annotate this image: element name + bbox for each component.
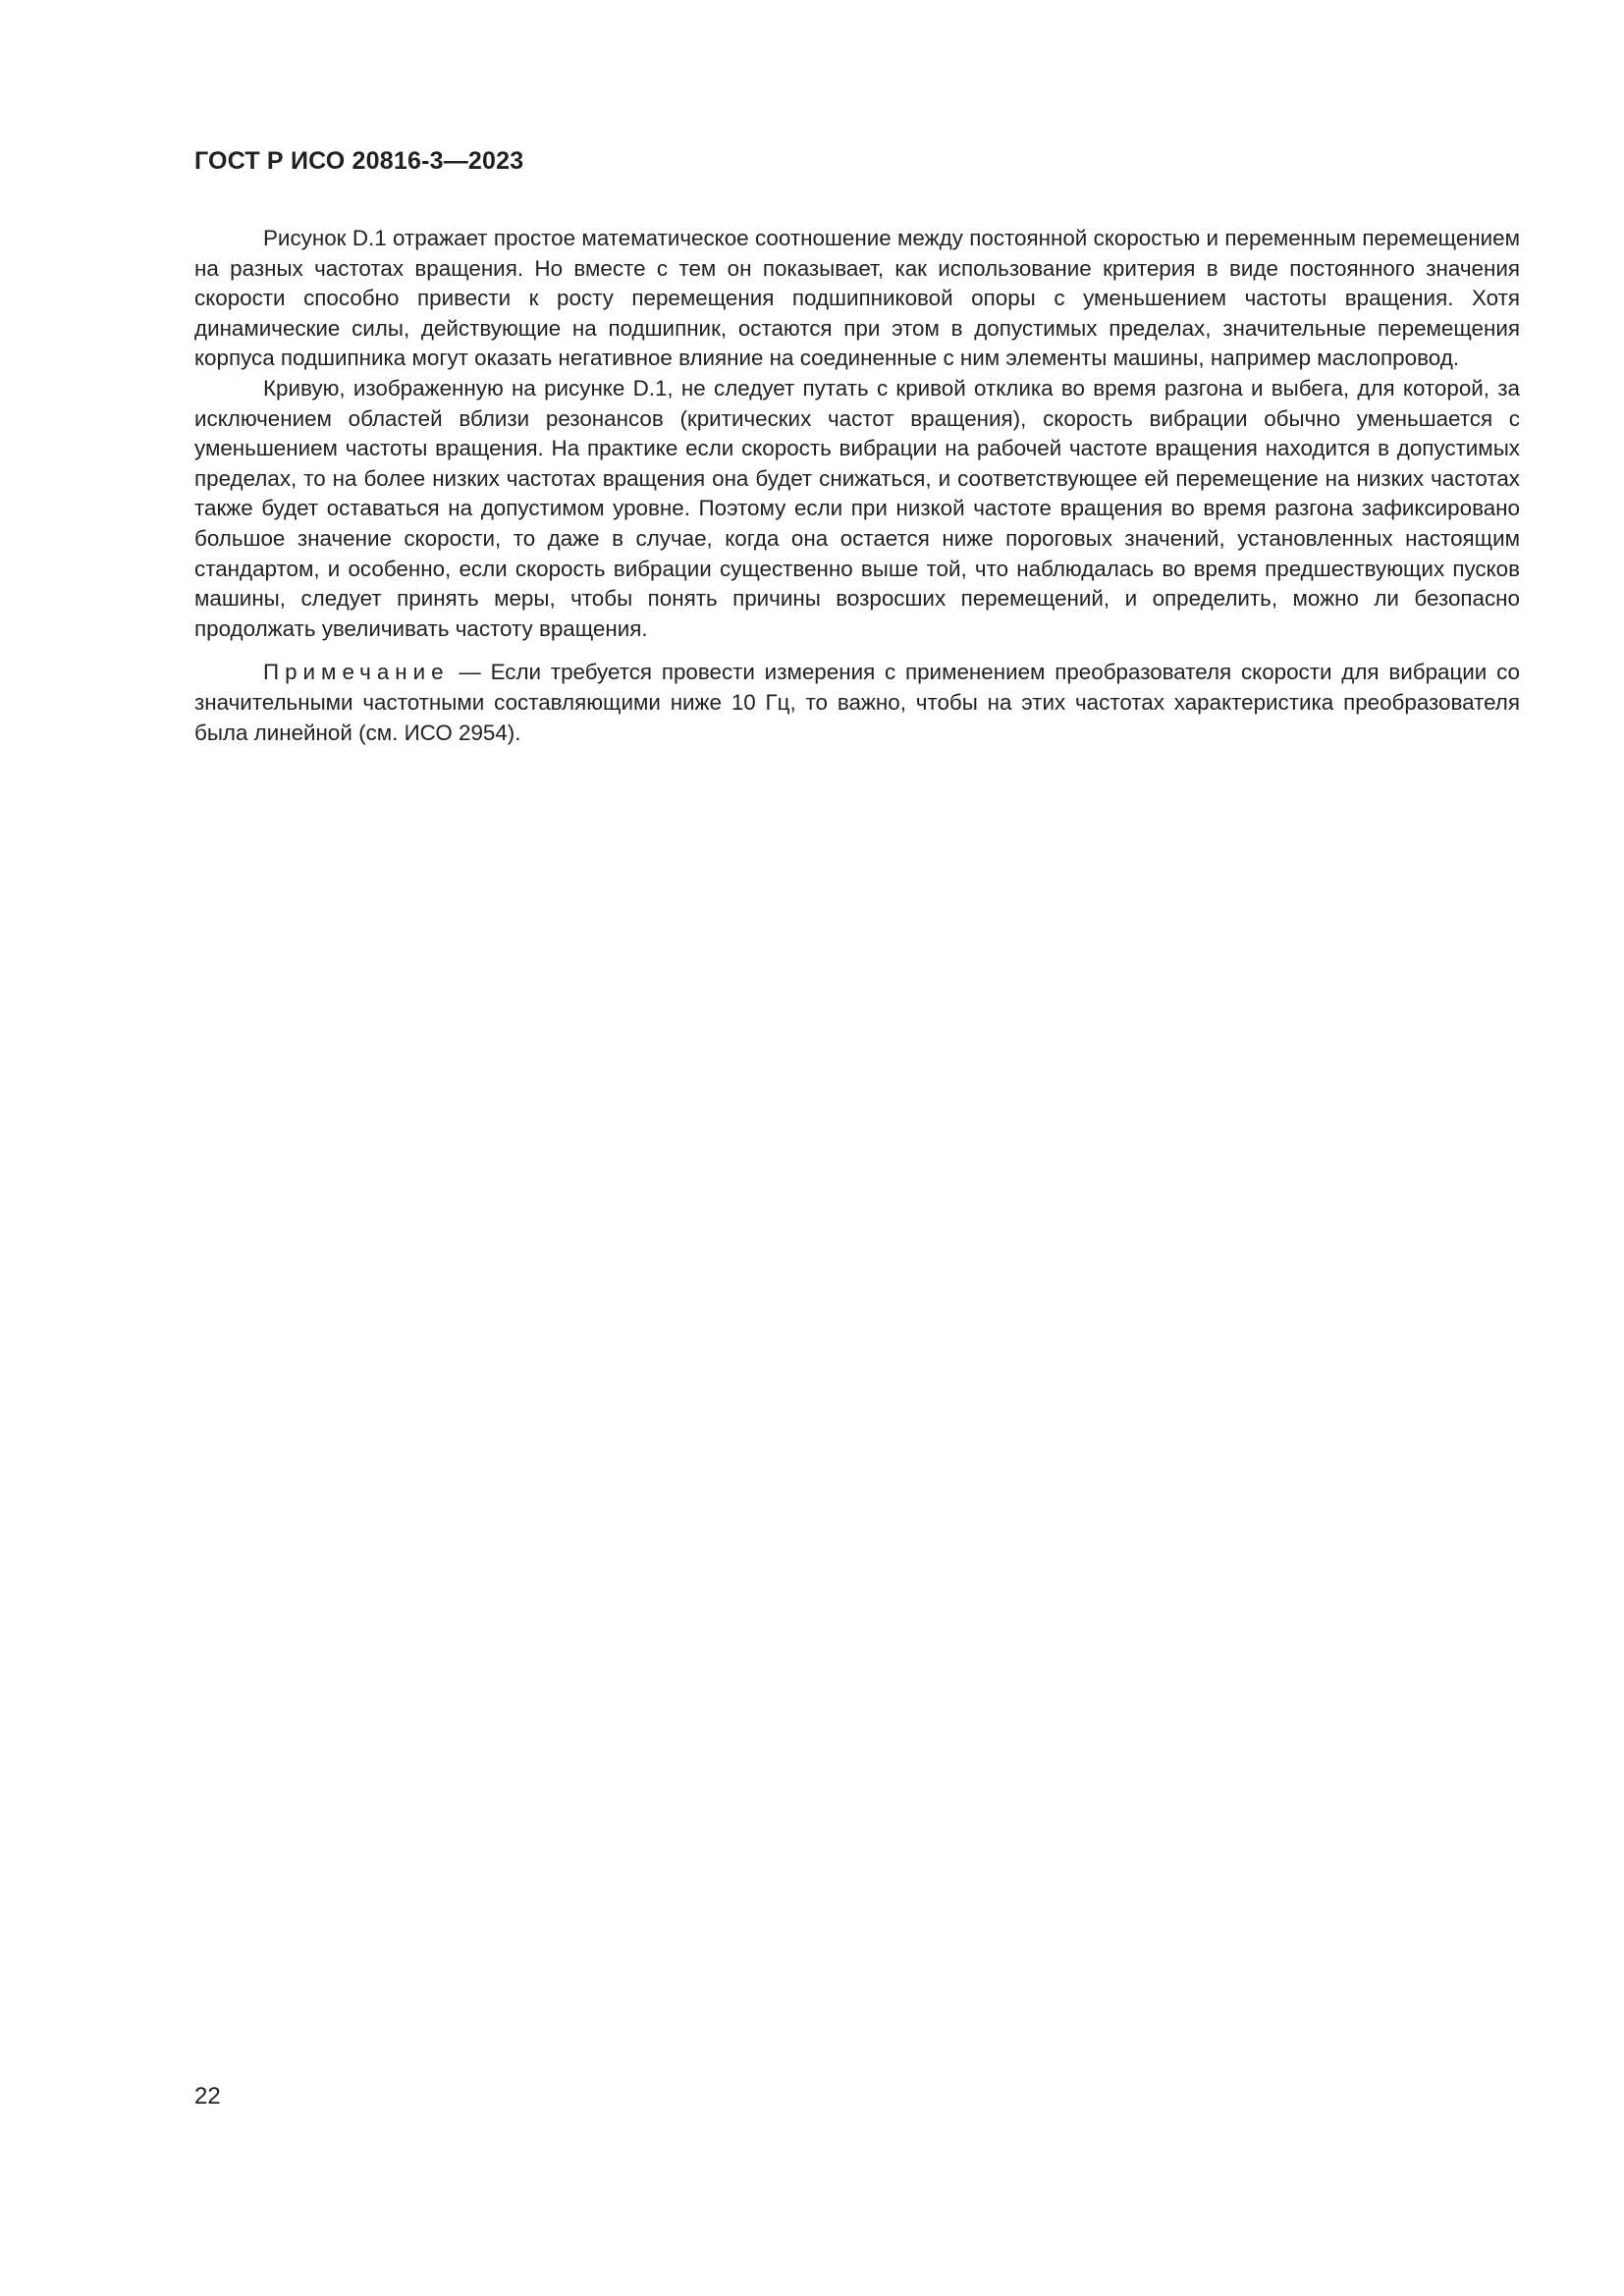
note-text: — Если требуется провести измерения с применением преобразователя скорости для вибрации со значительными частотными составляющими ниже 10 Гц, то важно, чтобы на этих частотах характеристика преобразователя была линейной (см. ИСО 2954). [194,660,1520,745]
standard-designation: ГОСТ Р ИСО 20816-3—2023 [194,147,524,175]
note-paragraph [194,658,1520,748]
note-label: Примечание [263,660,450,685]
body-text [194,224,1520,748]
paragraph: Рисунок D.1 отражает простое математическое соотношение между постоянной скоростью и переменным перемещением на разных частотах вращения. Но вместе с тем он показывает, как использование критерия в виде постоянного значения скорости способно привести к росту перемещения подшипниковой опоры с уменьшением частоты вращения. Хотя динамические силы, действующие на подшипник, остаются при этом в допустимых пределах, значительные перемещения корпуса подшипника могут оказать негативное влияние на соединенные с ним элементы машины, например маслопровод. [194,226,1520,371]
page-number: 22 [194,2083,221,2109]
paragraph: Кривую, изображенную на рисунке D.1, не следует путать с кривой отклика во время разгона и выбега, для которой, за исключением областей вблизи резонансов (критических частот вращения), скорость вибрации обычно уменьшается с уменьшением частоты вращения. На практике если скорость вибрации на рабочей частоте вращения находится в допустимых пределах, то на более низких частотах вращения она будет снижаться, и соответствующее ей перемещение на низких частотах также будет оставаться на допустимом уровне. Поэтому если при низкой частоте вращения во время разгона зафиксировано большое значение скорости, то даже в случае, когда она остается ниже пороговых значений, установленных настоящим стандартом, и особенно, если скорость вибрации существенно выше той, что наблюдалась во время предшествующих пусков машины, следует принять меры, чтобы понять причины возросших перемещений, и определить, можно ли безопасно продолжать увеличивать частоту вращения. [194,375,1520,641]
